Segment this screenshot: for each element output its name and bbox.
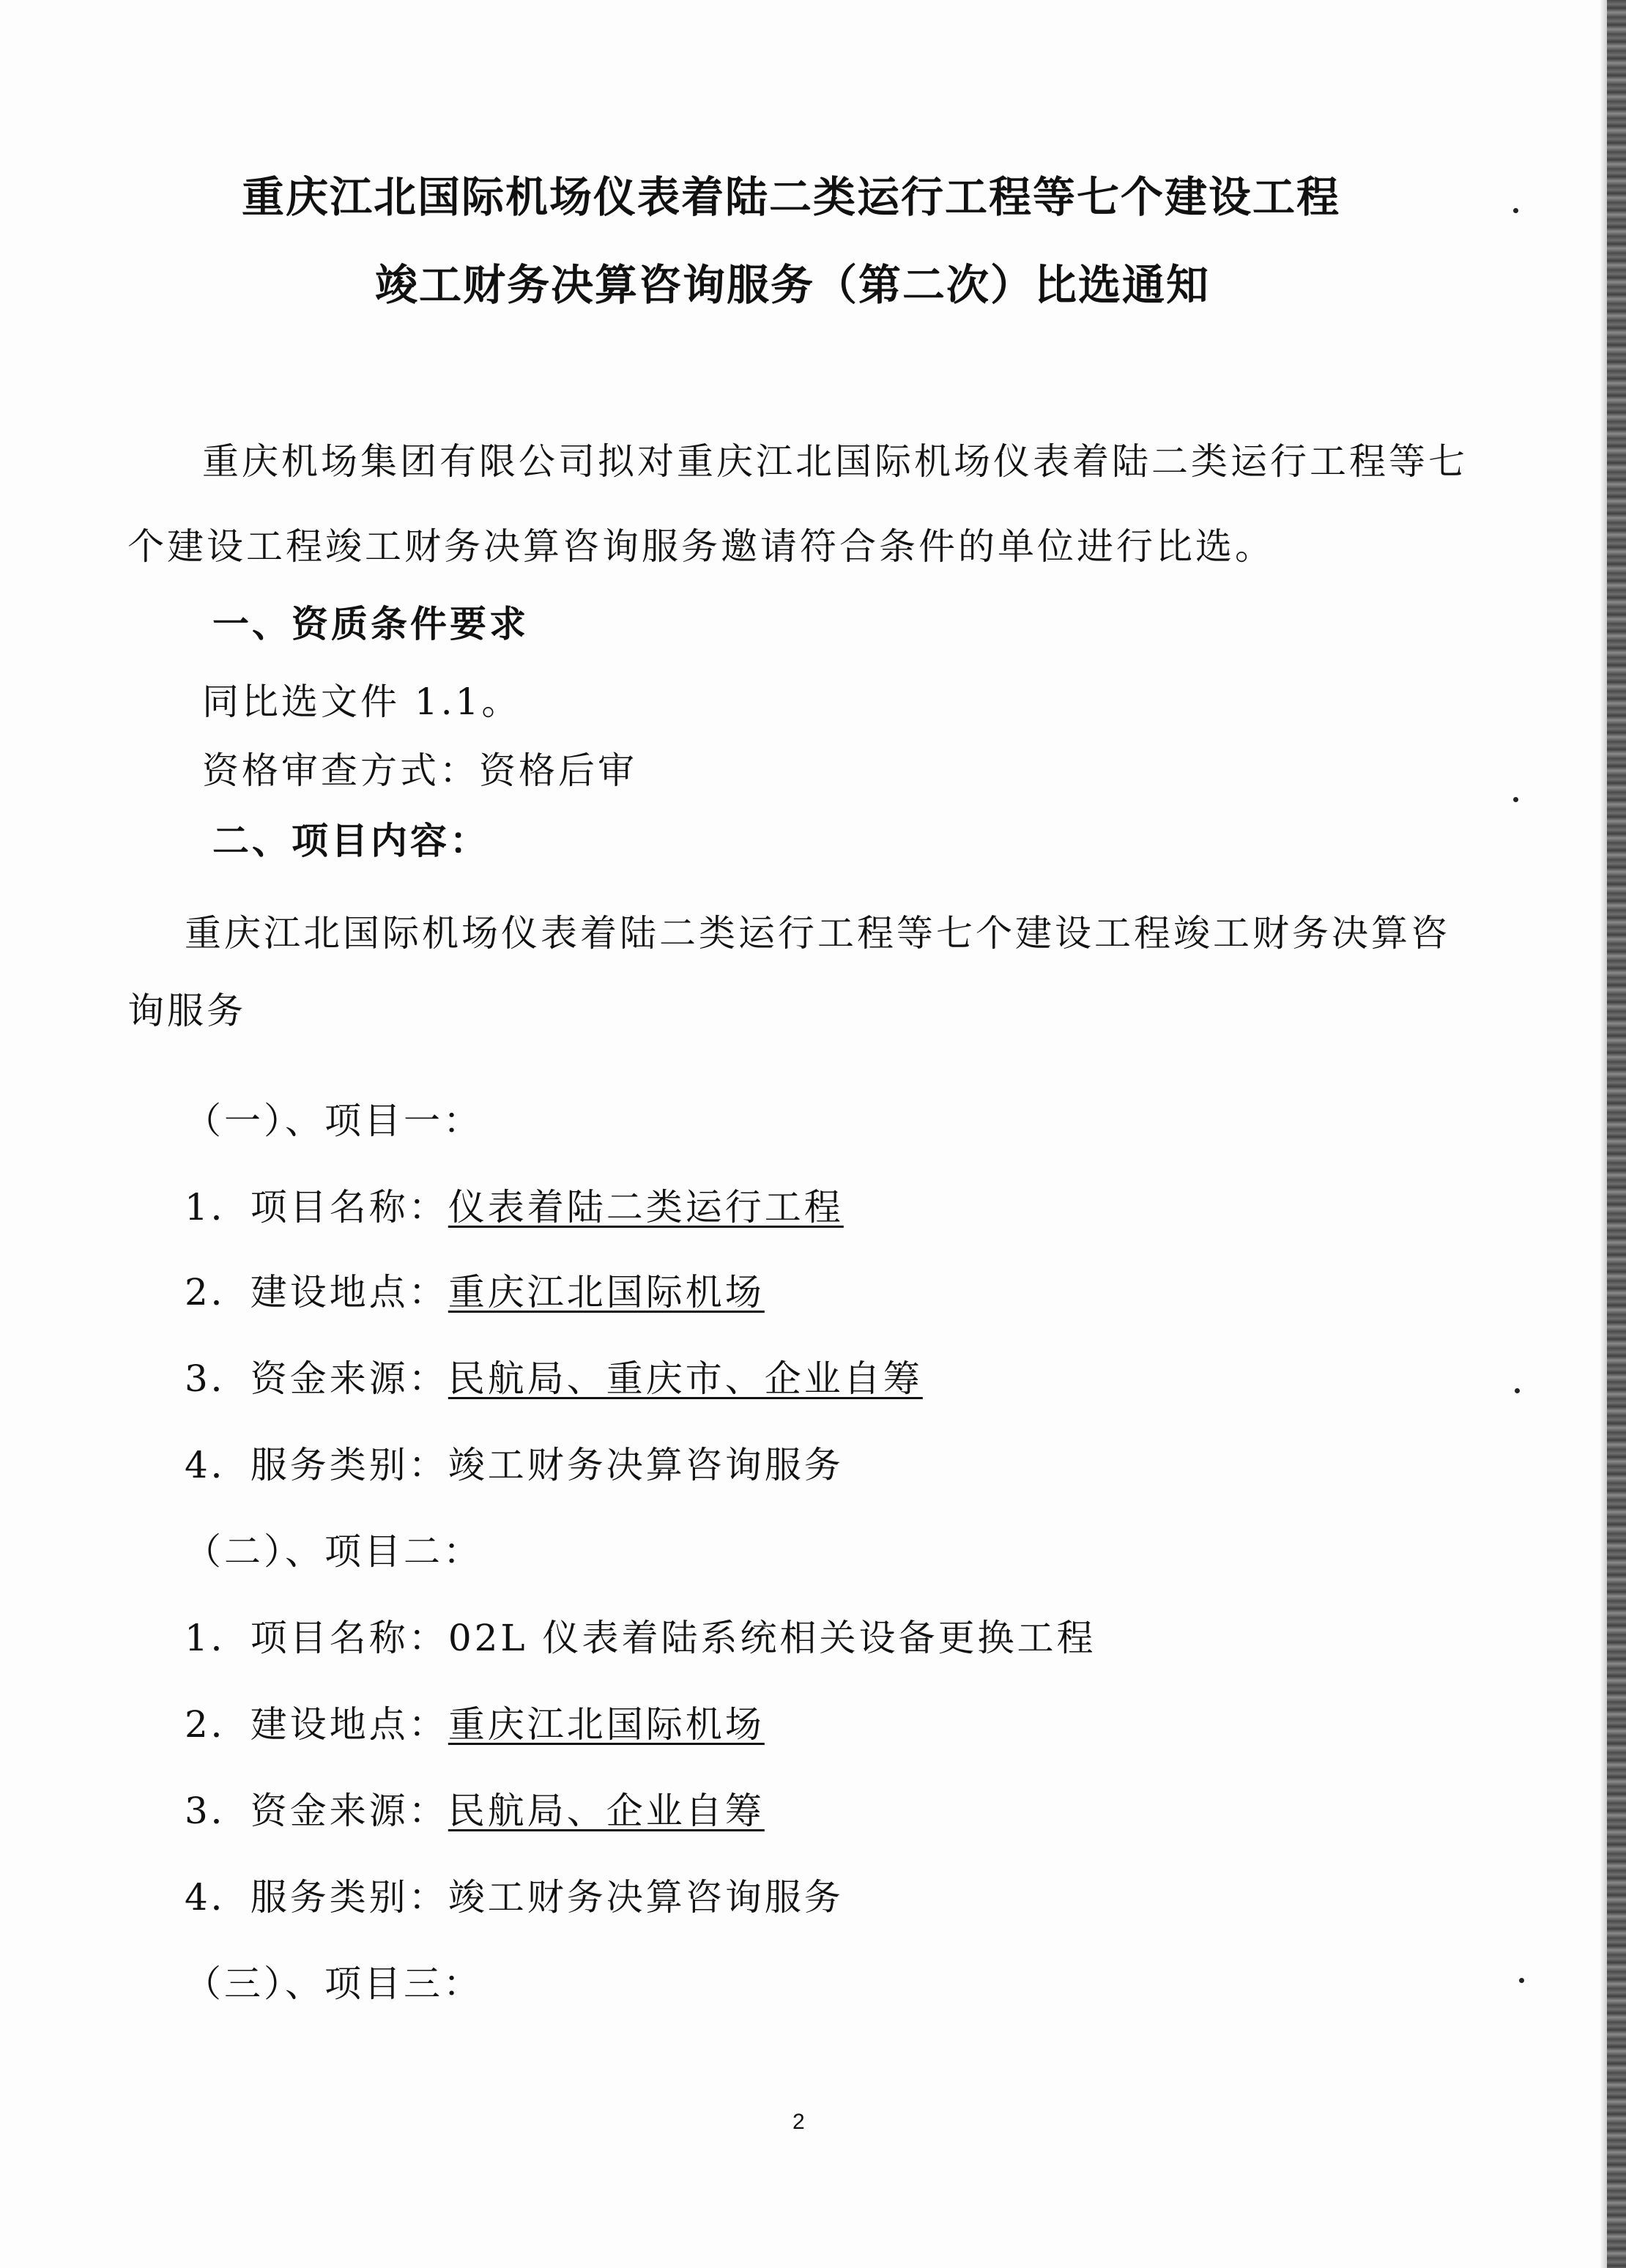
title-line-1: 重庆江北国际机场仪表着陆二类运行工程等七个建设工程 [242, 172, 1341, 222]
item-value: 02L 仪表着陆系统相关设备更换工程 [448, 1617, 1096, 1659]
project-1-item [185, 1349, 923, 1402]
project-1-item [185, 1263, 765, 1316]
item-label: 2．建设地点： [185, 1703, 448, 1746]
item-value: 竣工财务决算咨询服务 [448, 1444, 844, 1486]
review-method-text: 资格审查方式：资格后审 [202, 749, 637, 792]
item-value: 民航局、重庆市、企业自筹 [448, 1357, 923, 1400]
project-2-item [185, 1695, 765, 1748]
item-value: 竣工财务决算咨询服务 [448, 1876, 844, 1919]
title-line-2: 竣工财务决算咨询服务（第二次）比选通知 [375, 260, 1211, 310]
project-1-item [185, 1178, 844, 1231]
item-label: 2．建设地点： [185, 1271, 448, 1313]
item-value: 仪表着陆二类运行工程 [448, 1186, 844, 1228]
item-label: 3．资金来源： [185, 1790, 448, 1832]
scan-speck [1513, 208, 1518, 213]
project-desc-line-1: 重庆江北国际机场仪表着陆二类运行工程等七个建设工程竣工财务决算咨 [185, 912, 1450, 955]
scan-speck [1515, 1388, 1520, 1393]
section-2-heading: 二、项目内容： [212, 820, 489, 862]
project-2-item [185, 1609, 1096, 1661]
item-value: 民航局、企业自筹 [448, 1790, 765, 1832]
intro-line-2: 个建设工程竣工财务决算咨询服务邀请符合条件的单位进行比选。 [127, 525, 1274, 568]
item-label: 1．项目名称： [185, 1186, 448, 1228]
project-2-heading: （二）、项目二： [185, 1530, 483, 1573]
item-label: 3．资金来源： [185, 1357, 448, 1400]
scan-shadow [1600, 0, 1607, 2268]
item-value: 重庆江北国际机场 [448, 1271, 765, 1313]
item-label: 4．服务类别： [185, 1876, 448, 1919]
project-1-item [185, 1436, 844, 1489]
project-2-item [185, 1782, 765, 1834]
project-3-heading: （三）、项目三： [185, 1963, 483, 2005]
intro-line-1: 重庆机场集团有限公司拟对重庆江北国际机场仪表着陆二类运行工程等七 [202, 440, 1468, 483]
page-number: 2 [792, 2110, 805, 2134]
scan-edge [1607, 0, 1626, 2268]
item-label: 4．服务类别： [185, 1444, 448, 1486]
scan-speck [1519, 1978, 1524, 1983]
scan-speck [1513, 797, 1518, 802]
project-desc-line-2: 询服务 [127, 990, 246, 1032]
project-1-heading: （一）、项目一： [185, 1100, 483, 1142]
section-1-heading: 一、资质条件要求 [212, 603, 529, 645]
project-2-item [185, 1868, 844, 1921]
item-value: 重庆江北国际机场 [448, 1703, 765, 1746]
item-label: 1．项目名称： [185, 1617, 448, 1659]
qualification-text: 同比选文件 1.1。 [202, 681, 521, 723]
